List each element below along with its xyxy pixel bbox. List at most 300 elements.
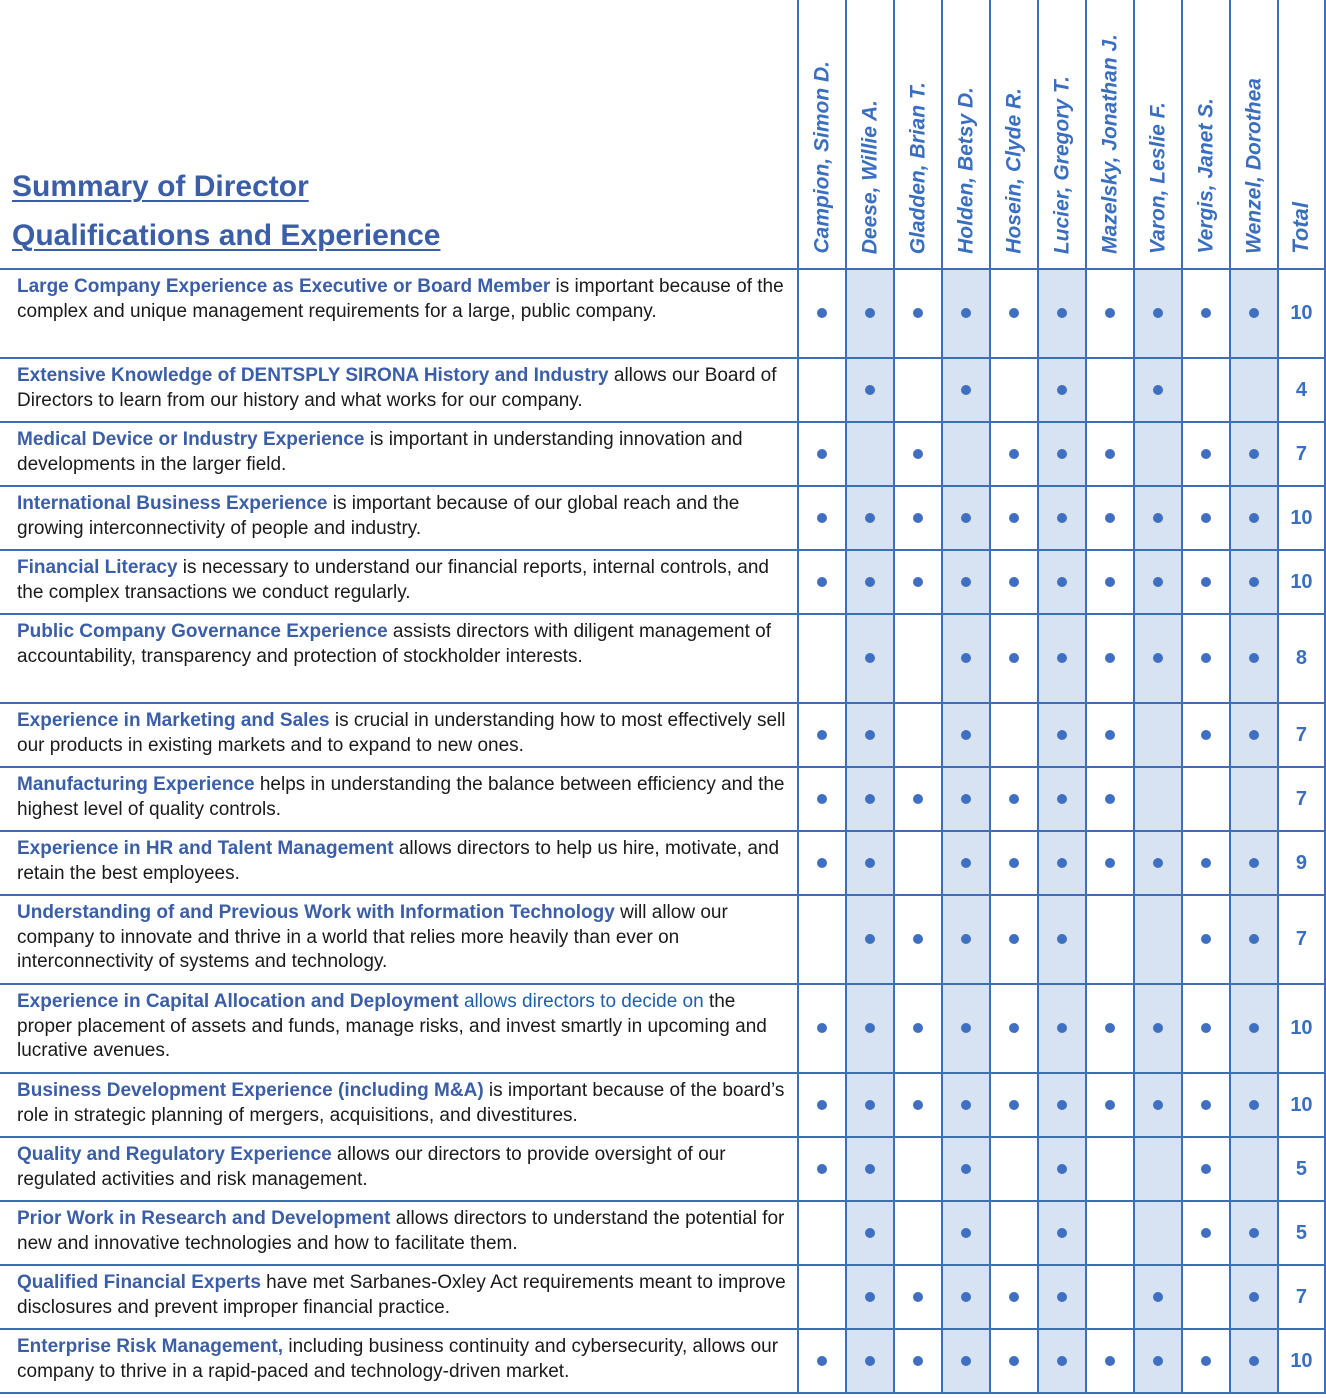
qualification-row <box>0 703 1325 767</box>
mark-cell <box>894 895 942 984</box>
qualification-dot-icon <box>961 794 971 804</box>
mark-cell <box>1134 1201 1182 1265</box>
qualification-dot-icon <box>961 1292 971 1302</box>
qualification-dot-icon <box>865 1164 875 1174</box>
mark-cell <box>1086 358 1134 422</box>
row-total: 7 <box>1278 1265 1325 1329</box>
mark-cell <box>1230 767 1278 831</box>
qualification-dot-icon <box>1057 1292 1067 1302</box>
mark-cell <box>990 703 1038 767</box>
mark-cell <box>846 550 894 614</box>
row-total: 7 <box>1278 895 1325 984</box>
mark-cell <box>942 984 990 1073</box>
page-title-line-2: Qualifications and Experience <box>12 219 441 252</box>
qualification-dot-icon <box>1249 513 1259 523</box>
mark-cell <box>1230 1073 1278 1137</box>
qualification-dot-icon <box>1105 730 1115 740</box>
qualification-dot-icon <box>1201 1023 1211 1033</box>
qualification-dot-icon <box>1057 1164 1067 1174</box>
qualification-dot-icon <box>1009 934 1019 944</box>
mark-cell <box>1182 269 1230 358</box>
mark-cell <box>1134 703 1182 767</box>
qualification-dot-icon <box>1249 308 1259 318</box>
qualification-title: Enterprise Risk Management, <box>17 1336 284 1357</box>
qualification-dot-icon <box>913 308 923 318</box>
mark-cell <box>894 550 942 614</box>
qualification-title: Public Company Governance Experience <box>17 621 388 642</box>
qualification-text: is important in understanding innovation and developments in the larger field. <box>17 429 743 475</box>
mark-cell <box>942 358 990 422</box>
qualification-description <box>0 486 798 550</box>
mark-cell <box>894 1137 942 1201</box>
mark-cell <box>894 767 942 831</box>
mark-cell <box>846 614 894 703</box>
qualification-dot-icon <box>1057 449 1067 459</box>
qualification-dot-icon <box>865 794 875 804</box>
qualification-dot-icon <box>1057 794 1067 804</box>
mark-cell <box>1038 895 1086 984</box>
mark-cell <box>798 1201 846 1265</box>
qualification-description <box>0 1137 798 1201</box>
mark-cell <box>1038 1265 1086 1329</box>
mark-cell <box>1230 895 1278 984</box>
mark-cell <box>798 1137 846 1201</box>
mark-cell <box>846 1137 894 1201</box>
qualification-dot-icon <box>1057 730 1067 740</box>
qualification-dot-icon <box>817 794 827 804</box>
qualification-dot-icon <box>817 513 827 523</box>
qualification-dot-icon <box>1153 577 1163 587</box>
qualification-row <box>0 1265 1325 1329</box>
qualification-row <box>0 614 1325 703</box>
mark-cell <box>990 1073 1038 1137</box>
mark-cell <box>1230 1265 1278 1329</box>
qualification-dot-icon <box>1249 1356 1259 1366</box>
page-title-line-1: Summary of Director <box>12 170 309 203</box>
qualification-dot-icon <box>1105 449 1115 459</box>
director-header-4 <box>990 0 1038 269</box>
qualification-dot-icon <box>1201 653 1211 663</box>
qualification-row <box>0 984 1325 1073</box>
qualification-dot-icon <box>865 577 875 587</box>
qualification-dot-icon <box>1009 449 1019 459</box>
mark-cell <box>1134 486 1182 550</box>
qualification-description <box>0 767 798 831</box>
mark-cell <box>1086 1201 1134 1265</box>
mark-cell <box>990 767 1038 831</box>
qualification-dot-icon <box>865 1100 875 1110</box>
mark-cell <box>1038 1073 1086 1137</box>
qualification-dot-icon <box>1249 858 1259 868</box>
qualification-text: is important because of our global reach and the growing interconnectivity of people and industry. <box>17 493 740 539</box>
mark-cell <box>846 767 894 831</box>
qualification-dot-icon <box>1105 1023 1115 1033</box>
mark-cell <box>990 486 1038 550</box>
mark-cell <box>798 269 846 358</box>
mark-cell <box>1086 767 1134 831</box>
qualification-dot-icon <box>961 858 971 868</box>
mark-cell <box>1038 550 1086 614</box>
qualification-dot-icon <box>817 308 827 318</box>
qualification-dot-icon <box>1057 934 1067 944</box>
director-name: Deese, Willie A. <box>858 99 882 254</box>
mark-cell <box>1038 422 1086 486</box>
mark-cell <box>798 984 846 1073</box>
mark-cell <box>990 1265 1038 1329</box>
qualification-dot-icon <box>1249 449 1259 459</box>
mark-cell <box>1182 1137 1230 1201</box>
mark-cell <box>846 269 894 358</box>
director-name: Hosein, Clyde R. <box>1002 88 1026 254</box>
director-header-6 <box>1086 0 1134 269</box>
qualification-dot-icon <box>817 730 827 740</box>
qualification-dot-icon <box>1009 1100 1019 1110</box>
mark-cell <box>942 269 990 358</box>
qualification-row <box>0 895 1325 984</box>
qualification-dot-icon <box>961 1356 971 1366</box>
mark-cell <box>1086 422 1134 486</box>
mark-cell <box>1182 422 1230 486</box>
director-name: Varon, Leslie F. <box>1146 101 1170 254</box>
qualification-dot-icon <box>1009 577 1019 587</box>
qualification-title: Medical Device or Industry Experience <box>17 429 365 450</box>
qualification-description <box>0 703 798 767</box>
qualification-title: Experience in Marketing and Sales <box>17 710 330 731</box>
qualification-dot-icon <box>1057 513 1067 523</box>
qualification-row <box>0 767 1325 831</box>
mark-cell <box>894 358 942 422</box>
mark-cell <box>1134 269 1182 358</box>
mark-cell <box>1134 984 1182 1073</box>
qualification-dot-icon <box>913 934 923 944</box>
qualification-text: is important because of the board’s role in strategic planning of mergers, acquisitions, and divestitures. <box>17 1080 785 1126</box>
director-header-5 <box>1038 0 1086 269</box>
mark-cell <box>1230 269 1278 358</box>
qualification-row <box>0 1201 1325 1265</box>
qualification-dot-icon <box>865 1228 875 1238</box>
qualification-title: Manufacturing Experience <box>17 774 255 795</box>
director-header-8 <box>1182 0 1230 269</box>
mark-cell <box>1230 614 1278 703</box>
qualification-title: Prior Work in Research and Development <box>17 1208 391 1229</box>
qualification-text-highlight: allows directors to decide on <box>458 991 704 1012</box>
qualification-row <box>0 422 1325 486</box>
qualification-dot-icon <box>913 449 923 459</box>
qualification-dot-icon <box>1249 934 1259 944</box>
row-total: 10 <box>1278 984 1325 1073</box>
qualification-row <box>0 269 1325 358</box>
qualification-dot-icon <box>961 730 971 740</box>
qualification-text: have met Sarbanes-Oxley Act requirements meant to improve disclosures and prevent improper financial practice. <box>17 1272 786 1318</box>
qualification-dot-icon <box>913 1292 923 1302</box>
mark-cell <box>798 1329 846 1393</box>
qualification-dot-icon <box>1009 513 1019 523</box>
qualification-dot-icon <box>913 794 923 804</box>
qualification-dot-icon <box>1201 1228 1211 1238</box>
mark-cell <box>1134 358 1182 422</box>
qualification-dot-icon <box>1153 1100 1163 1110</box>
mark-cell <box>1182 486 1230 550</box>
qualification-dot-icon <box>961 1100 971 1110</box>
qualification-text: allows our Board of Directors to learn from our history and what works for our company. <box>17 365 777 411</box>
qualification-text: including business continuity and cybersecurity, allows our company to thrive in a rapid-paced and technology-driven market. <box>17 1336 779 1382</box>
mark-cell <box>894 1073 942 1137</box>
row-total: 7 <box>1278 767 1325 831</box>
mark-cell <box>798 1073 846 1137</box>
qualification-dot-icon <box>961 1023 971 1033</box>
mark-cell <box>846 358 894 422</box>
qualification-dot-icon <box>1249 1100 1259 1110</box>
mark-cell <box>894 703 942 767</box>
qualification-dot-icon <box>1009 1023 1019 1033</box>
mark-cell <box>1134 422 1182 486</box>
qualification-dot-icon <box>1009 308 1019 318</box>
mark-cell <box>798 486 846 550</box>
mark-cell <box>1230 422 1278 486</box>
mark-cell <box>1086 269 1134 358</box>
qualification-dot-icon <box>1153 858 1163 868</box>
qualification-text: will allow our company to innovate and thrive in a world that relies more heavily than ever on interconnectivity of systems and technology. <box>17 902 728 972</box>
mark-cell <box>1230 984 1278 1073</box>
qualification-dot-icon <box>1105 858 1115 868</box>
mark-cell <box>798 831 846 895</box>
qualification-dot-icon <box>1249 1292 1259 1302</box>
mark-cell <box>990 550 1038 614</box>
mark-cell <box>1182 358 1230 422</box>
qualification-dot-icon <box>1201 1164 1211 1174</box>
mark-cell <box>1230 1201 1278 1265</box>
mark-cell <box>1086 984 1134 1073</box>
row-total: 5 <box>1278 1201 1325 1265</box>
mark-cell <box>1038 984 1086 1073</box>
row-total: 10 <box>1278 269 1325 358</box>
row-total: 7 <box>1278 703 1325 767</box>
qualification-dot-icon <box>1201 730 1211 740</box>
qualification-title: Quality and Regulatory Experience <box>17 1144 332 1165</box>
mark-cell <box>1086 1265 1134 1329</box>
qualification-dot-icon <box>817 1356 827 1366</box>
mark-cell <box>1134 614 1182 703</box>
qualification-dot-icon <box>1105 1100 1115 1110</box>
qualification-title: International Business Experience <box>17 493 328 514</box>
row-total: 7 <box>1278 422 1325 486</box>
qualification-dot-icon <box>865 730 875 740</box>
qualification-dot-icon <box>1105 794 1115 804</box>
mark-cell <box>1086 1073 1134 1137</box>
qualification-description <box>0 1265 798 1329</box>
mark-cell <box>846 1201 894 1265</box>
qualification-description <box>0 358 798 422</box>
row-total: 5 <box>1278 1137 1325 1201</box>
qualification-dot-icon <box>1009 858 1019 868</box>
mark-cell <box>1086 550 1134 614</box>
director-header-0 <box>798 0 846 269</box>
mark-cell <box>942 1265 990 1329</box>
mark-cell <box>1182 1265 1230 1329</box>
mark-cell <box>894 984 942 1073</box>
director-header-9 <box>1230 0 1278 269</box>
mark-cell <box>894 614 942 703</box>
mark-cell <box>846 984 894 1073</box>
mark-cell <box>1182 767 1230 831</box>
mark-cell <box>1134 767 1182 831</box>
row-total: 4 <box>1278 358 1325 422</box>
qualification-dot-icon <box>1009 1356 1019 1366</box>
mark-cell <box>894 486 942 550</box>
mark-cell <box>942 422 990 486</box>
mark-cell <box>1038 358 1086 422</box>
mark-cell <box>942 486 990 550</box>
qualification-row <box>0 1073 1325 1137</box>
qualification-description <box>0 895 798 984</box>
mark-cell <box>1038 486 1086 550</box>
qualification-dot-icon <box>1201 577 1211 587</box>
qualification-text: allows our directors to provide oversight of our regulated activities and risk management. <box>17 1144 726 1190</box>
mark-cell <box>942 1201 990 1265</box>
mark-cell <box>1230 550 1278 614</box>
mark-cell <box>1086 614 1134 703</box>
mark-cell <box>990 269 1038 358</box>
mark-cell <box>1134 1329 1182 1393</box>
mark-cell <box>1182 984 1230 1073</box>
mark-cell <box>894 1329 942 1393</box>
mark-cell <box>1182 1329 1230 1393</box>
qualification-description <box>0 831 798 895</box>
qualification-dot-icon <box>1057 1100 1067 1110</box>
mark-cell <box>1038 614 1086 703</box>
mark-cell <box>1230 486 1278 550</box>
qualification-dot-icon <box>1009 653 1019 663</box>
mark-cell <box>1086 486 1134 550</box>
qualification-row <box>0 358 1325 422</box>
mark-cell <box>894 269 942 358</box>
mark-cell <box>990 422 1038 486</box>
qualification-dot-icon <box>1201 513 1211 523</box>
qualification-dot-icon <box>1249 730 1259 740</box>
qualification-dot-icon <box>1057 577 1067 587</box>
mark-cell <box>1182 614 1230 703</box>
director-name: Lucier, Gregory T. <box>1050 75 1074 254</box>
director-name: Mazelsky, Jonathan J. <box>1098 34 1122 254</box>
row-total: 9 <box>1278 831 1325 895</box>
qualification-title: Business Development Experience (including M&A) <box>17 1080 484 1101</box>
row-total: 10 <box>1278 550 1325 614</box>
qualification-dot-icon <box>817 449 827 459</box>
mark-cell <box>1038 1329 1086 1393</box>
qualification-description <box>0 550 798 614</box>
qualification-dot-icon <box>865 1023 875 1033</box>
qualification-dot-icon <box>1057 858 1067 868</box>
qualification-text: allows directors to understand the potential for new and innovative technologies and how to facilitate them. <box>17 1208 785 1254</box>
director-name: Holden, Betsy D. <box>954 87 978 254</box>
director-name: Campion, Simon D. <box>810 61 834 254</box>
mark-cell <box>942 767 990 831</box>
qualification-dot-icon <box>913 577 923 587</box>
qualification-text: helps in understanding the balance between efficiency and the highest level of quality controls. <box>17 774 785 820</box>
qualification-dot-icon <box>1249 653 1259 663</box>
qualification-dot-icon <box>961 513 971 523</box>
mark-cell <box>846 1329 894 1393</box>
mark-cell <box>1134 1073 1182 1137</box>
qualification-dot-icon <box>1105 513 1115 523</box>
mark-cell <box>1086 895 1134 984</box>
qualification-dot-icon <box>1009 794 1019 804</box>
matrix-body <box>0 269 1325 1393</box>
mark-cell <box>846 486 894 550</box>
mark-cell <box>1230 1329 1278 1393</box>
qualification-title: Extensive Knowledge of DENTSPLY SIRONA History and Industry <box>17 365 609 386</box>
qualification-dot-icon <box>1105 577 1115 587</box>
qualification-row <box>0 1329 1325 1393</box>
mark-cell <box>1134 831 1182 895</box>
director-name: Wenzel, Dorothea <box>1242 78 1266 254</box>
qualification-dot-icon <box>1153 513 1163 523</box>
qualification-dot-icon <box>865 653 875 663</box>
qualification-dot-icon <box>961 1164 971 1174</box>
qualification-dot-icon <box>1153 308 1163 318</box>
director-header-2 <box>894 0 942 269</box>
mark-cell <box>990 358 1038 422</box>
mark-cell <box>1086 1329 1134 1393</box>
qualification-dot-icon <box>961 577 971 587</box>
mark-cell <box>1230 1137 1278 1201</box>
mark-cell <box>1038 767 1086 831</box>
mark-cell <box>990 895 1038 984</box>
row-total: 10 <box>1278 486 1325 550</box>
mark-cell <box>798 1265 846 1329</box>
director-header-7 <box>1134 0 1182 269</box>
mark-cell <box>798 550 846 614</box>
mark-cell <box>1182 1201 1230 1265</box>
qualification-title: Understanding of and Previous Work with Information Technology <box>17 902 615 923</box>
row-total: 10 <box>1278 1073 1325 1137</box>
qualification-dot-icon <box>1249 1228 1259 1238</box>
qualification-dot-icon <box>961 934 971 944</box>
qualification-dot-icon <box>913 513 923 523</box>
qualification-description <box>0 614 798 703</box>
qualification-dot-icon <box>1153 653 1163 663</box>
mark-cell <box>942 895 990 984</box>
mark-cell <box>798 422 846 486</box>
qualification-dot-icon <box>865 1356 875 1366</box>
mark-cell <box>1086 703 1134 767</box>
qualification-dot-icon <box>1153 1292 1163 1302</box>
mark-cell <box>990 1201 1038 1265</box>
mark-cell <box>798 703 846 767</box>
mark-cell <box>1038 831 1086 895</box>
mark-cell <box>1038 1201 1086 1265</box>
qualification-dot-icon <box>913 1023 923 1033</box>
qualification-row <box>0 550 1325 614</box>
qualification-dot-icon <box>1201 1100 1211 1110</box>
qualification-dot-icon <box>913 1100 923 1110</box>
total-header-label: Total <box>1288 202 1314 254</box>
director-header-3 <box>942 0 990 269</box>
mark-cell <box>1182 1073 1230 1137</box>
qualification-dot-icon <box>1057 1023 1067 1033</box>
qualification-dot-icon <box>1009 1292 1019 1302</box>
mark-cell <box>942 614 990 703</box>
mark-cell <box>1134 1265 1182 1329</box>
qualification-text: is important because of the complex and unique management requirements for a large, public company. <box>17 276 784 322</box>
mark-cell <box>1134 1137 1182 1201</box>
qualification-text: assists directors with diligent management of accountability, transparency and protection of stockholder interests. <box>17 621 771 667</box>
mark-cell <box>1086 831 1134 895</box>
qualification-dot-icon <box>1057 1356 1067 1366</box>
qualification-dot-icon <box>1105 653 1115 663</box>
qualification-dot-icon <box>817 1023 827 1033</box>
qualification-description <box>0 422 798 486</box>
